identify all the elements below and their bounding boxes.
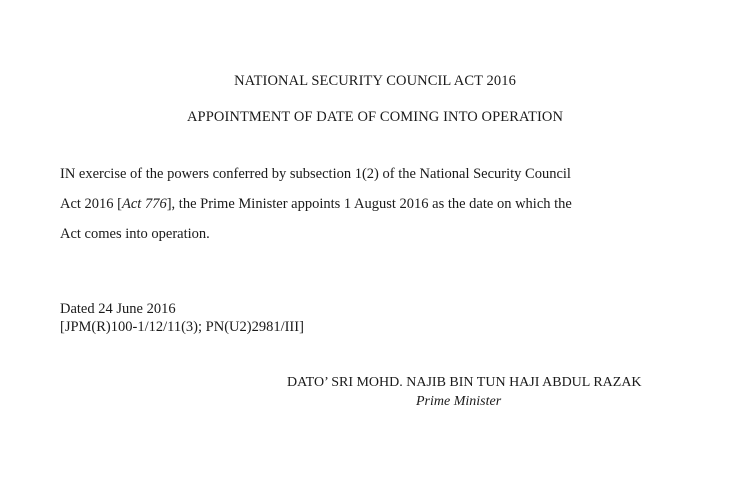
body-line-2: [60, 189, 700, 219]
document-subheading: APPOINTMENT OF DATE OF COMING INTO OPERATION: [186, 109, 564, 125]
body-line-3: Act comes into operation.: [60, 226, 210, 242]
act-citation: Act 776: [122, 196, 167, 212]
reference-number: [JPM(R)100-1/12/11(3); PN(U2)2981/III]: [60, 319, 304, 335]
body-paragraph: [60, 159, 700, 249]
body-line-2-start: Act 2016 [: [60, 196, 123, 212]
document-heading: NATIONAL SECURITY COUNCIL ACT 2016: [234, 73, 516, 89]
signatory-name: DATO’ SRI MOHD. NAJIB BIN TUN HAJI ABDUL RAZAK: [287, 375, 642, 390]
signature-block: [287, 373, 642, 411]
body-line-2-end: ], the Prime Minister appoints 1 August 2016 as the date on which the: [166, 196, 572, 212]
dated-line: Dated 24 June 2016: [60, 301, 176, 317]
date-block: [60, 300, 304, 336]
body-line-1: IN exercise of the powers conferred by subsection 1(2) of the National Security Council: [60, 166, 571, 182]
signatory-title: Prime Minister: [416, 394, 502, 409]
